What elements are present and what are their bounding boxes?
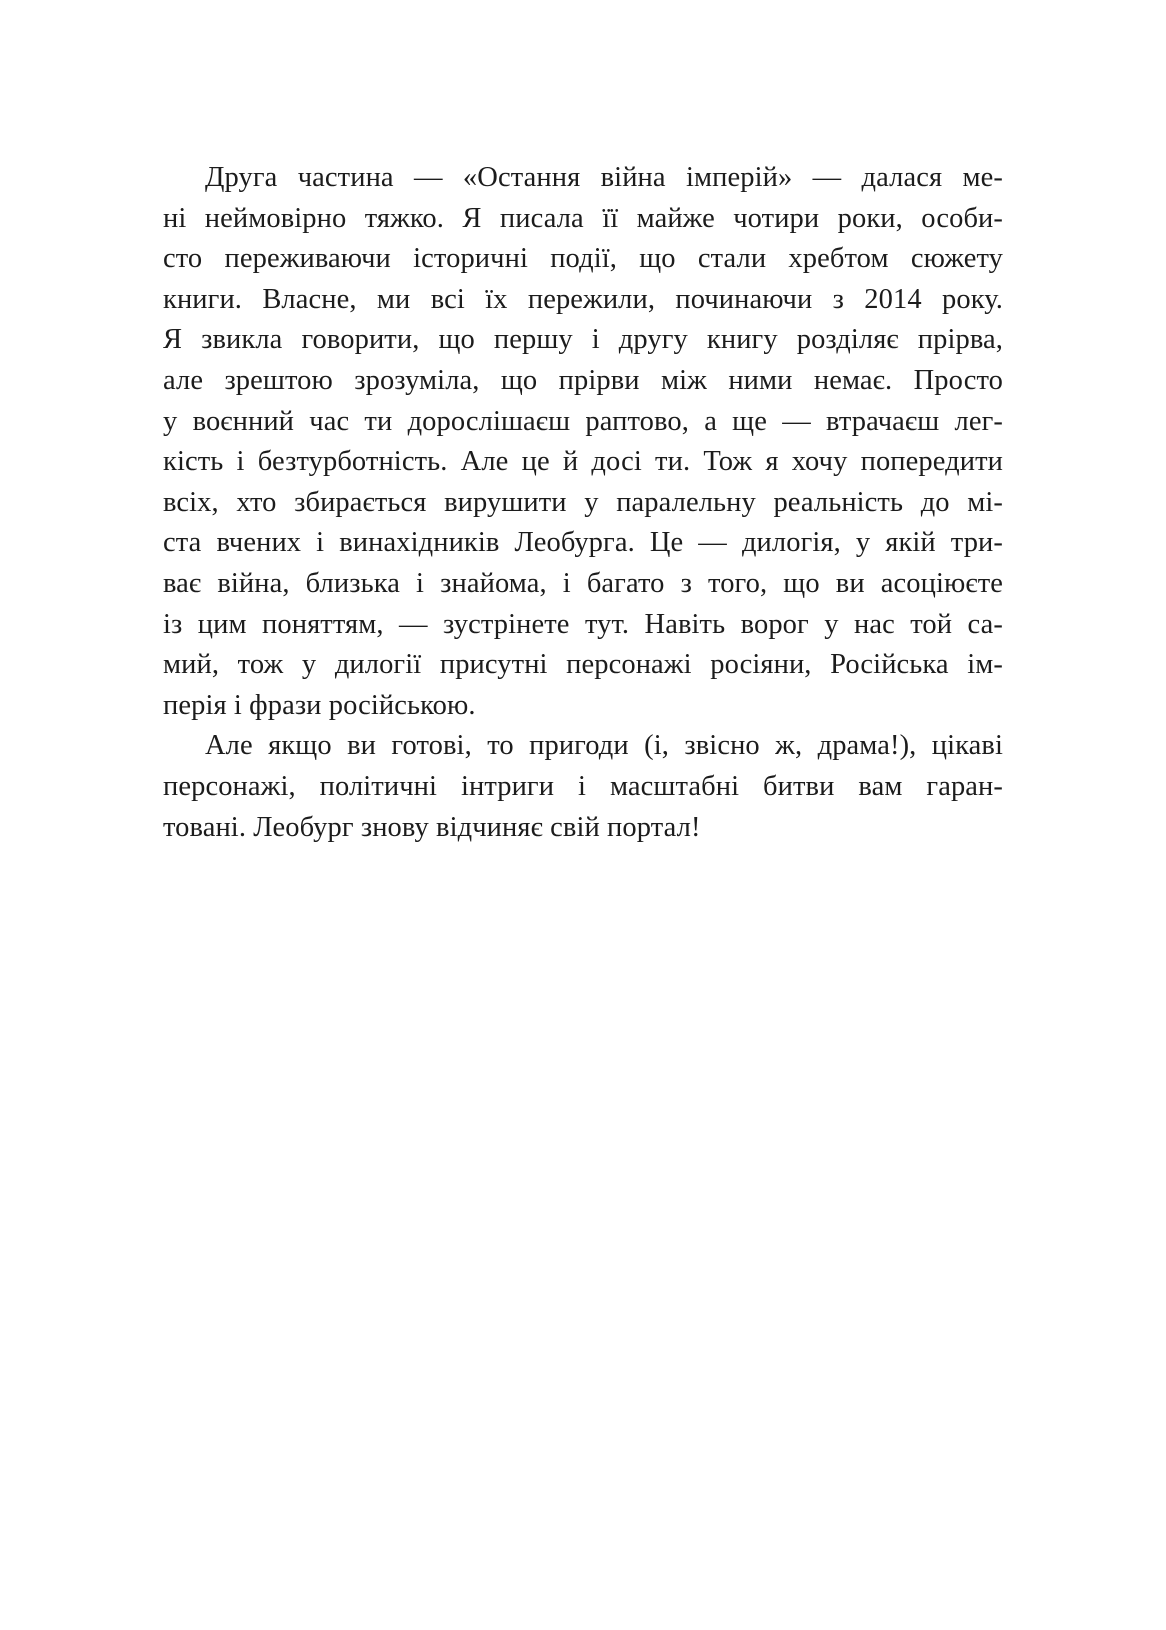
text-line: мий, тож у дилогії присутні персонажі росіяни, Російська ім-: [163, 649, 1003, 681]
text-line: у воєнний час ти дорослішаєш раптово, а ще — втрачаєш лег-: [163, 405, 1003, 437]
text-line: всіх, хто збирається вирушити у паралельну реальність до мі-: [163, 486, 1003, 518]
text-block: [163, 158, 1003, 848]
text-line: ні неймовірно тяжко. Я писала її майже чотири роки, особи-: [163, 202, 1003, 234]
text-line: сто переживаючи історичні події, що стали хребтом сюжету: [163, 243, 1003, 275]
paragraph: [163, 726, 1003, 848]
text-line: Але якщо ви готові, то пригоди (і, звісно ж, драма!), цікаві: [205, 730, 1003, 762]
text-line: кість і безтурботність. Але це й досі ти. Тож я хочу попередити: [163, 446, 1003, 478]
text-line: ває війна, близька і знайома, і багато з того, що ви асоціюєте: [163, 567, 1003, 599]
text-line: персонажі, політичні інтриги і масштабні битви вам гаран-: [163, 770, 1003, 802]
text-line: товані. Леобург знову відчиняє свій портал!: [163, 811, 701, 843]
paragraph: [163, 158, 1003, 726]
text-line: перія і фрази російською.: [163, 689, 476, 721]
text-line: із цим поняттям, — зустрінете тут. Навіть ворог у нас той са-: [163, 608, 1003, 640]
text-line: Я звикла говорити, що першу і другу книгу розділяє прірва,: [163, 324, 1003, 356]
text-line: ста вчених і винахідників Леобурга. Це — дилогія, у якій три-: [163, 527, 1003, 559]
text-line: книги. Власне, ми всі їх пережили, починаючи з 2014 року.: [163, 283, 1003, 315]
text-line: Друга частина — «Остання війна імперій» — далася ме-: [205, 162, 1003, 193]
text-line: але зрештою зрозуміла, що прірви між ними немає. Просто: [163, 364, 1003, 396]
